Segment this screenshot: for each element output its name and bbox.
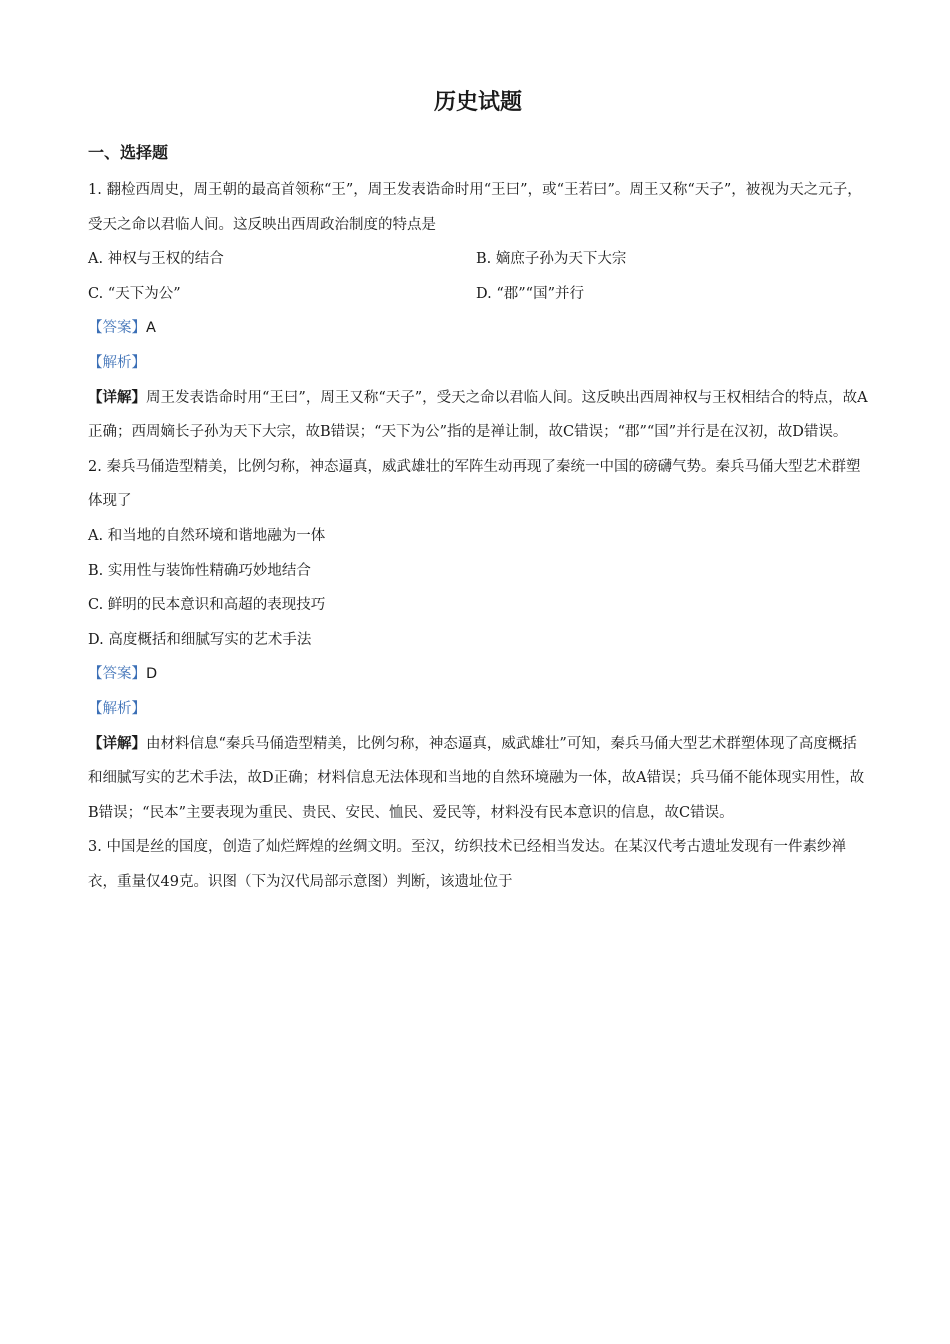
- detail-tag: 【详解】: [88, 388, 146, 406]
- question-2-detail: [88, 727, 868, 831]
- answer-tag: 【答案】: [88, 320, 146, 337]
- question-flow: [88, 173, 868, 899]
- question-2-stem: 2. 秦兵马俑造型精美，比例匀称，神态逼真，威武雄壮的军阵生动再现了秦统一中国的磅礴气势。秦兵马俑大型艺术群塑体现了: [88, 458, 861, 510]
- analysis-tag: 【解析】: [88, 354, 146, 371]
- question-1-option-c: C. “天下为公”: [88, 285, 181, 302]
- question-1-options-row-1: [88, 242, 868, 277]
- answer-value: A: [146, 320, 156, 337]
- question-2-option-c: C. 鲜明的民本意识和高超的表现技巧: [88, 597, 326, 614]
- question-2-option-d: D. 高度概括和细腻写实的艺术手法: [88, 631, 312, 648]
- detail-text: 由材料信息“秦兵马俑造型精美，比例匀称，神态逼真，威武雄壮”可知，秦兵马俑大型艺术群塑体现了高度概括和细腻写实的艺术手法，故D正确；材料信息无法体现和当地的自然环境融为一体，故A错误；兵马俑不能体现实用性，故B错误；“民本”主要表现为重民、贵民、安民、恤民、爱民等，材料没有民本意识的信息，故C错误。: [88, 735, 865, 821]
- question-1-option-a: A. 神权与王权的结合: [88, 251, 224, 268]
- page-title: 历史试题: [433, 90, 522, 115]
- answer-tag: 【答案】: [88, 666, 146, 683]
- question-1-option-d: D. “郡”“国”并行: [476, 285, 584, 302]
- detail-tag: 【详解】: [88, 734, 146, 752]
- question-2-answer: [88, 657, 868, 692]
- section-heading: 一、选择题: [88, 143, 169, 162]
- question-1-stem: 1. 翻检西周史，周王朝的最高首领称“王”，周王发表诰命时用“王曰”，或“王若曰”。周王又称“天子”，被视为天之元子，受天之命以君临人间。这反映出西周政治制度的特点是: [88, 182, 862, 233]
- question-1-option-b: B. 嫡庶子孙为天下大宗: [476, 251, 627, 268]
- question-2-analysis: [88, 692, 868, 727]
- question-2-option-b: B. 实用性与装饰性精确巧妙地结合: [88, 562, 311, 579]
- detail-text: 周王发表诰命时用“王曰”，周王又称“天子”，受天之命以君临人间。这反映出西周神权与王权相结合的特点，故A正确；西周嫡长子孙为天下大宗，故B错误；“天下为公”指的是禅让制，故C错误；“郡”“国”并行是在汉初，故D错误。: [88, 389, 868, 441]
- question-1-detail: [88, 381, 868, 450]
- question-1-options-row-2: [88, 277, 868, 312]
- question-1-answer: [88, 311, 868, 346]
- analysis-tag: 【解析】: [88, 700, 146, 717]
- question-2-option-a: A. 和当地的自然环境和谐地融为一体: [88, 527, 326, 544]
- question-1-analysis: [88, 346, 868, 381]
- answer-value: D: [146, 666, 158, 683]
- question-3-stem: 3. 中国是丝的国度，创造了灿烂辉煌的丝绸文明。至汉，纺织技术已经相当发达。在某汉代考古遗址发现有一件素纱禅衣，重量仅49克。识图（下为汉代局部示意图）判断，该遗址位于: [88, 839, 846, 890]
